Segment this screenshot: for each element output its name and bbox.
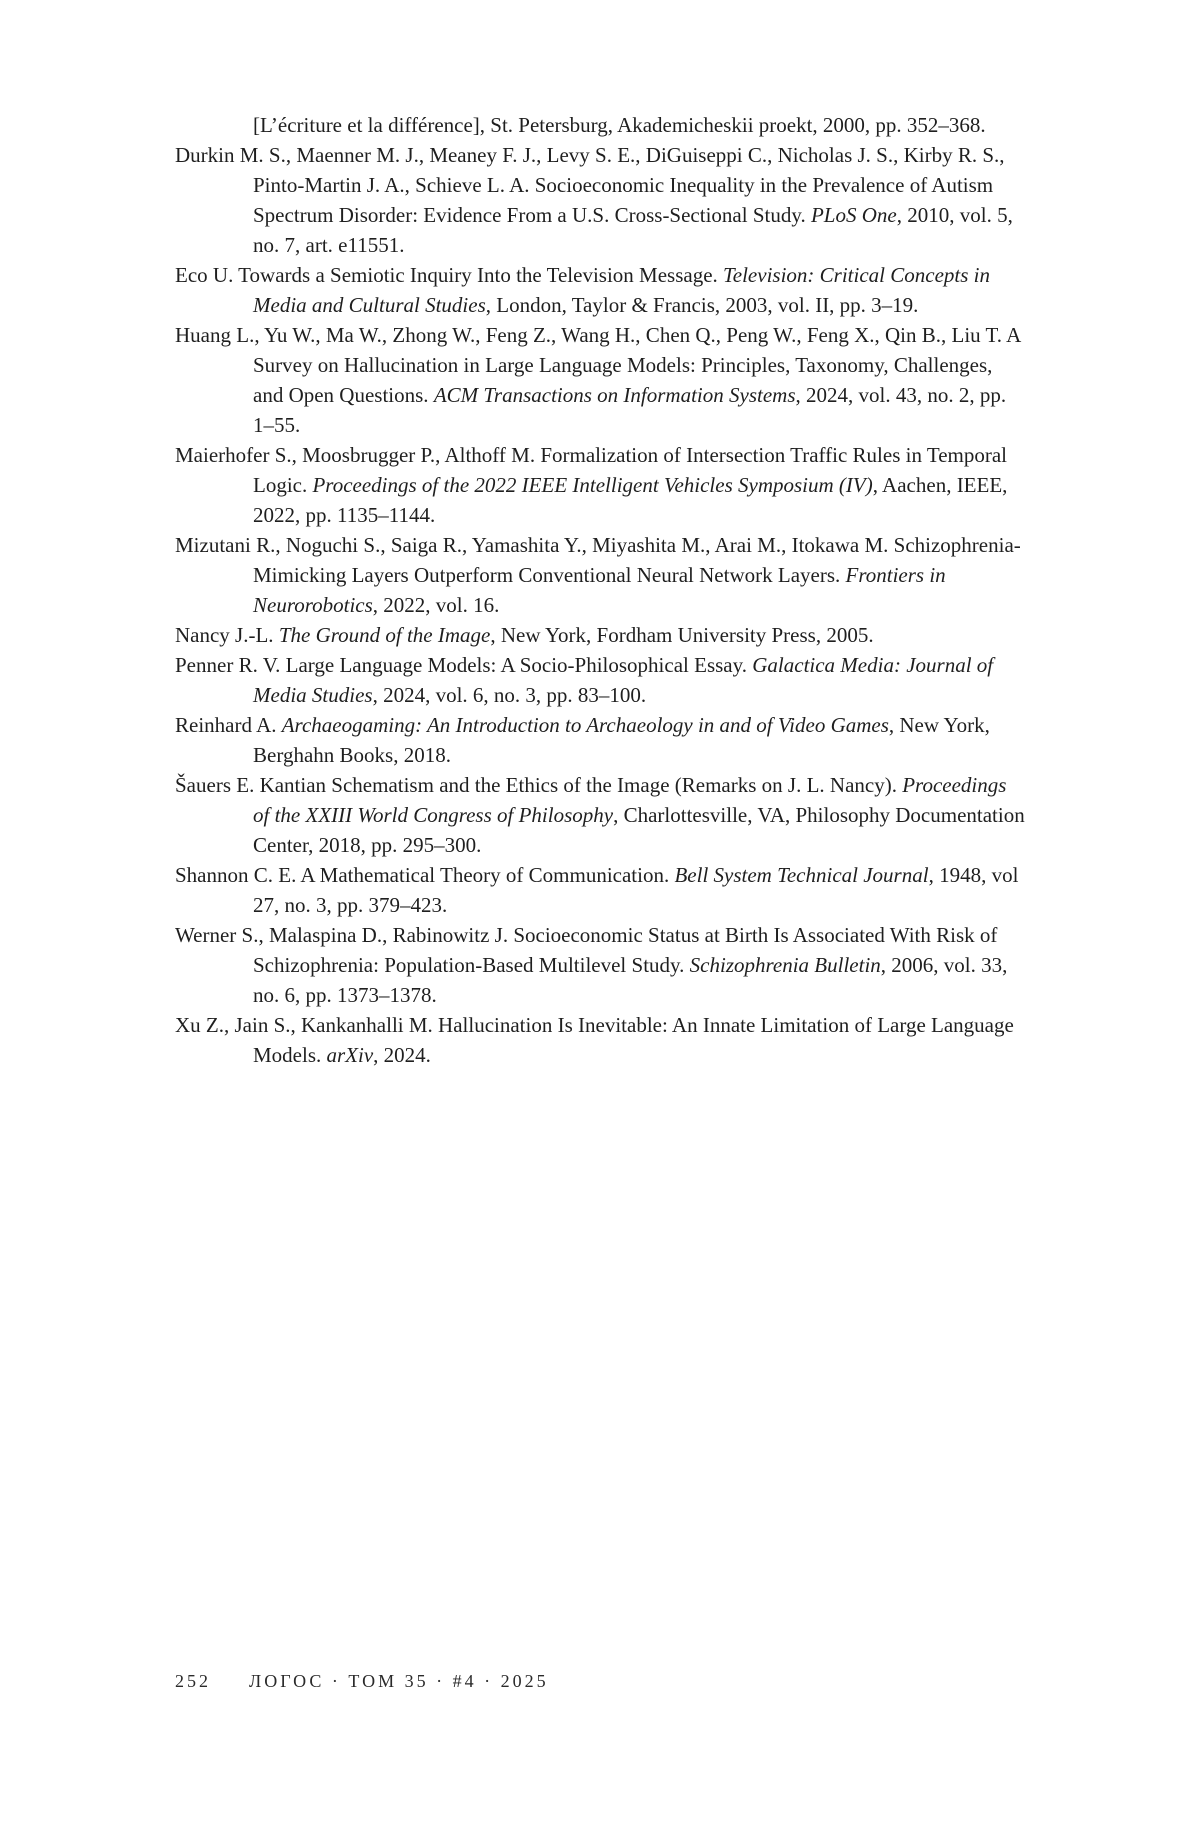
reference-text: Šauers E. Kantian Schematism and the Ethics of the Image (Remarks on J. L. Nancy). (175, 773, 903, 797)
reference-text: Xu Z., Jain S., Kankanhalli M. Hallucination Is Inevitable: An Innate Limitation of Large Language Models. (175, 1013, 1014, 1067)
reference-source-title: PLoS One (810, 203, 897, 227)
reference-entry (175, 710, 1025, 770)
reference-source-title: Bell System Technical Journal (674, 863, 929, 887)
reference-text: Huang L., Yu W., Ma W., Zhong W., Feng Z., Wang H., Chen Q., Peng W., Feng X., Qin B., Liu T. A Survey on Hallucination in Large Language Models: Principles, Taxonomy, Challenges, and Open Questions. (175, 323, 1021, 407)
reference-text: , 2006, vol. 33, no. 6, pp. 1373–1378. (253, 953, 1008, 1007)
reference-text: Penner R. V. Large Language Models: A Socio-Philosophical Essay. (175, 653, 753, 677)
reference-text: , 2024, vol. 6, no. 3, pp. 83–100. (372, 683, 647, 707)
reference-text: Shannon C. E. A Mathematical Theory of Communication. (175, 863, 675, 887)
reference-entry (175, 260, 1025, 320)
reference-source-title: The Ground of the Image (278, 623, 491, 647)
reference-text: Eco U. Towards a Semiotic Inquiry Into the Television Message. (175, 263, 724, 287)
reference-text: Nancy J.-L. (175, 623, 279, 647)
reference-text: , Charlottesville, VA, Philosophy Documentation Center, 2018, pp. 295–300. (253, 803, 1025, 857)
reference-entry (175, 770, 1025, 860)
reference-source-title: Schizophrenia Bulletin (689, 953, 881, 977)
reference-text: Maierhofer S., Moosbrugger P., Althoff M. Formalization of Intersection Traffic Rules in Temporal Logic. (175, 443, 1008, 497)
reference-text: Durkin M. S., Maenner M. J., Meaney F. J., Levy S. E., DiGuiseppi C., Nicholas J. S., Kirby R. S., Pinto-Martin J. A., Schieve L. A. Socioeconomic Inequality in the Prevalence of Autism Spectrum Disorder: Evidence From a U.S. Cross-Sectional Study. (175, 143, 1005, 227)
reference-entry (175, 650, 1025, 710)
page-footer (175, 1671, 549, 1692)
reference-text: Mizutani R., Noguchi S., Saiga R., Yamashita Y., Miyashita M., Arai M., Itokawa M. Schizophrenia-Mimicking Layers Outperform Conventional Neural Network Layers. (175, 533, 1021, 587)
reference-text: , New York, Berghahn Books, 2018. (253, 713, 990, 767)
reference-source-title: Television: Critical Concepts in Media and Cultural Studies (253, 263, 990, 317)
page-number: 252 (175, 1671, 211, 1691)
reference-text: [L’écriture et la différence], St. Petersburg, Akademicheskii proekt, 2000, pp. 352–368. (253, 113, 986, 137)
reference-text: , 2010, vol. 5, no. 7, art. e11551. (253, 203, 1013, 257)
reference-text: , 2024. (373, 1043, 431, 1067)
reference-text: , Aachen, IEEE, 2022, pp. 1135–1144. (253, 473, 1008, 527)
reference-entry-continuation (175, 110, 1025, 140)
reference-entry (175, 1010, 1025, 1070)
reference-text: , 1948, vol 27, no. 3, pp. 379–423. (253, 863, 1019, 917)
reference-text: , 2022, vol. 16. (372, 593, 500, 617)
reference-text: Werner S., Malaspina D., Rabinowitz J. Socioeconomic Status at Birth Is Associated With Risk of Schizophrenia: Population-Based Multilevel Study. (175, 923, 998, 977)
reference-source-title: Archaeogaming: An Introduction to Archaeology in and of Video Games (281, 713, 889, 737)
reference-entry (175, 860, 1025, 920)
reference-source-title: Galactica Media: Journal of Media Studies (253, 653, 994, 707)
reference-entry (175, 320, 1025, 440)
reference-entry (175, 920, 1025, 1010)
reference-source-title: arXiv (326, 1043, 374, 1067)
reference-entry (175, 140, 1025, 260)
reference-source-title: ACM Transactions on Information Systems (433, 383, 796, 407)
reference-text: , New York, Fordham University Press, 2005. (490, 623, 874, 647)
reference-source-title: Frontiers in Neurorobotics (253, 563, 946, 617)
reference-text: , 2024, vol. 43, no. 2, pp. 1–55. (253, 383, 1007, 437)
reference-entry (175, 530, 1025, 620)
reference-entry (175, 620, 1025, 650)
reference-source-title: Proceedings of the XXIII World Congress of Philosophy (253, 773, 1007, 827)
reference-source-title: Proceedings of the 2022 IEEE Intelligent Vehicles Symposium (IV) (312, 473, 873, 497)
reference-text: , London, Taylor & Francis, 2003, vol. II, pp. 3–19. (485, 293, 919, 317)
reference-entry (175, 440, 1025, 530)
reference-list (175, 110, 1025, 1070)
reference-text: Reinhard A. (175, 713, 282, 737)
journal-running-title: ЛОГОС · ТОМ 35 · #4 · 2025 (249, 1671, 549, 1691)
